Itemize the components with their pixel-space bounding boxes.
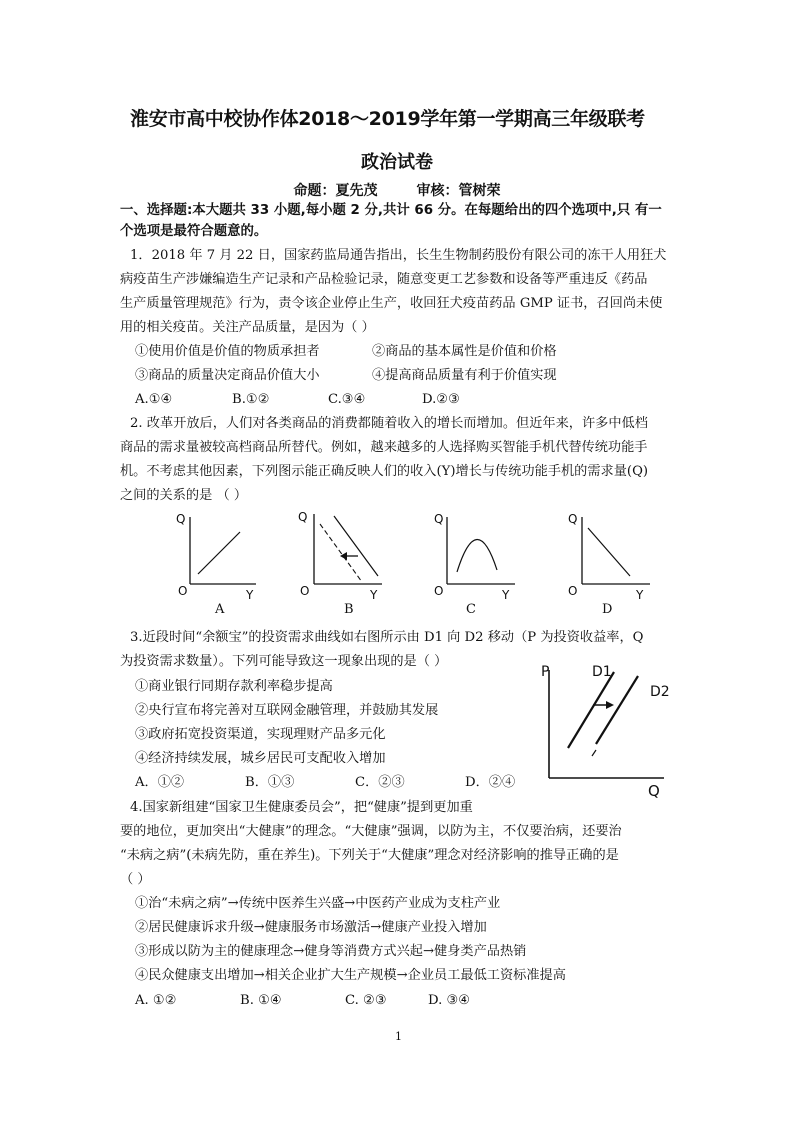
graph-b-y-label: Y [370,588,378,602]
graph-c-axes [435,512,517,594]
graph-d-curve [588,528,630,576]
graph-d-caption: D [602,602,613,617]
q3-line: 3.近段时间“余额宝”的投资需求曲线如右图所示由 D1 向 D2 移动（P 为投资收益率，Q [130,630,644,645]
q3-graph-arrow-head [606,701,614,709]
graph-c-caption: C [466,602,476,617]
q3-item: ④经济持续发展，城乡居民可支配收入增加 [135,751,386,766]
q1-option: A.①④ [135,392,173,407]
q4-item: ②居民健康诉求升级→健康服务市场激活→健康产业投入增加 [135,920,487,935]
q1-item: ③商品的质量决定商品价值大小 [135,368,320,383]
q3-line: 为投资需求数量）。下列可能导致这一现象出现的是（ ） [120,654,448,669]
q3-item: ①商业银行同期存款利率稳步提高 [135,679,333,694]
graph-a-caption: A [215,602,225,617]
q3-graph-d1-label: D1 [592,664,612,680]
q2-line: 2. 改革开放后，人们对各类商品的消费都随着收入的增长而增加。但近年来，许多中低档 [130,416,648,431]
graph-a-curve [198,532,240,574]
q4-item: ③形成以防为主的健康理念→健身等消费方式兴起→健身类产品热销 [135,944,527,959]
q3-graph-p-label: P [541,664,550,680]
q3-graph-d2-label: D2 [650,684,670,700]
exam-authors: 命题：夏先茂 审核：管树荣 [293,183,501,199]
q3-item: ③政府拓宽投资渠道，实现理财产品多元化 [135,727,386,742]
q4-option: C. ②③ [345,993,387,1008]
section-instruction-line-1: 一、选择题:本大题共 33 小题,每小题 2 分,共计 66 分。在每题给出的四个选项中,只 有一 [120,203,662,218]
graph-b-q-label: Q [298,510,308,524]
exam-subtitle: 政治试卷 [361,152,433,173]
q1-line: 用的相关疫苗。关注产品质量，是因为（ ） [120,320,375,335]
section-instruction-line-2: 个选项是最符合题意的。 [120,224,268,239]
q4-option: A. ①② [135,993,177,1008]
q1-line: 病疫苗生产涉嫌编造生产记录和产品检验记录，随意变更工艺参数和设备等严重违反《药品 [120,272,648,287]
graph-d-q-label: Q [568,512,578,526]
q1-item: ②商品的基本属性是价值和价格 [372,344,557,359]
q1-item: ④提高商品质量有利于价值实现 [372,368,557,383]
graph-b-solid-curve [334,516,378,576]
q3-graph-d1-line [568,672,614,748]
q1-option: D.②③ [422,392,460,407]
q4-option: B. ①④ [240,993,282,1008]
page-number: 1 [395,1030,402,1043]
graph-c-origin: O [434,584,444,598]
graph-b-dashed-curve [320,524,362,582]
q4-line: “未病之病”(未病先防，重在养生)。下列关于“大健康”理念对经济影响的推导正确的是 [120,848,619,863]
q2-line: 商品的需求量被较高档商品所替代。例如，越来越多的人选择购买智能手机代替传统功能手 [120,440,648,455]
q4-line: 要的地位，更加突出“大健康”的理念。“大健康”强调，以防为主，不仅要治病，还要治 [120,824,622,839]
graph-a-origin: O [178,584,188,598]
q4-line: （ ） [120,872,151,887]
graph-d-axes [570,512,652,594]
q3-item: ②央行宣布将完善对互联网金融管理，并鼓励其发展 [135,703,439,718]
q3-option: C．②③ [355,775,405,790]
graph-c-q-label: Q [434,512,444,526]
q2-line: 之间的关系的是 （ ） [120,488,248,503]
graph-d-y-label: Y [636,588,644,602]
q1-line: 1．2018 年 7 月 22 日，国家药监局通告指出，长生生物制药股份有限公司的冻干人用狂犬 [130,248,667,263]
graph-d-origin: O [568,584,578,598]
q4-line: 4.国家新组建“国家卫生健康委员会”，把“健康”提到更加重 [130,800,473,815]
graph-b-caption: B [344,602,354,617]
q1-item: ①使用价值是价值的物质承担者 [135,344,320,359]
q4-option: D. ③④ [428,993,471,1008]
graph-c-y-label: Y [502,588,510,602]
graph-c-curve [457,539,497,572]
graph-b-origin: O [300,584,310,598]
q3-option: A．①② [135,775,185,790]
graph-b-axes [302,510,384,594]
q1-option: C.③④ [328,392,366,407]
q4-item: ①治“未病之病”→传统中医养生兴盛→中医药产业成为支柱产业 [135,896,501,911]
graph-a-y-label: Y [246,588,254,602]
q3-option: D．②④ [465,775,516,790]
q3-graph-q-label: Q [648,782,660,800]
exam-title: 淮安市高中校协作体2018～2019学年第一学期高三年级联考 [130,108,645,130]
q1-line: 生产质量管理规范》行为，责令该企业停止生产，收回狂犬疫苗药品 GMP 证书，召回尚未使 [120,296,663,311]
q4-item: ④民众健康支出增加→相关企业扩大生产规模→企业员工最低工资标准提高 [135,968,566,983]
q2-line: 机。不考虑其他因素，下列图示能正确反映人们的收入(Y)增长与传统功能手机的需求量(Q) [120,464,649,479]
q3-option: B．①③ [245,775,295,790]
graph-a-axes [178,512,258,594]
q1-option: B.①② [232,392,270,407]
graph-a-q-label: Q [176,512,186,526]
q3-graph-d2-line [596,676,638,744]
